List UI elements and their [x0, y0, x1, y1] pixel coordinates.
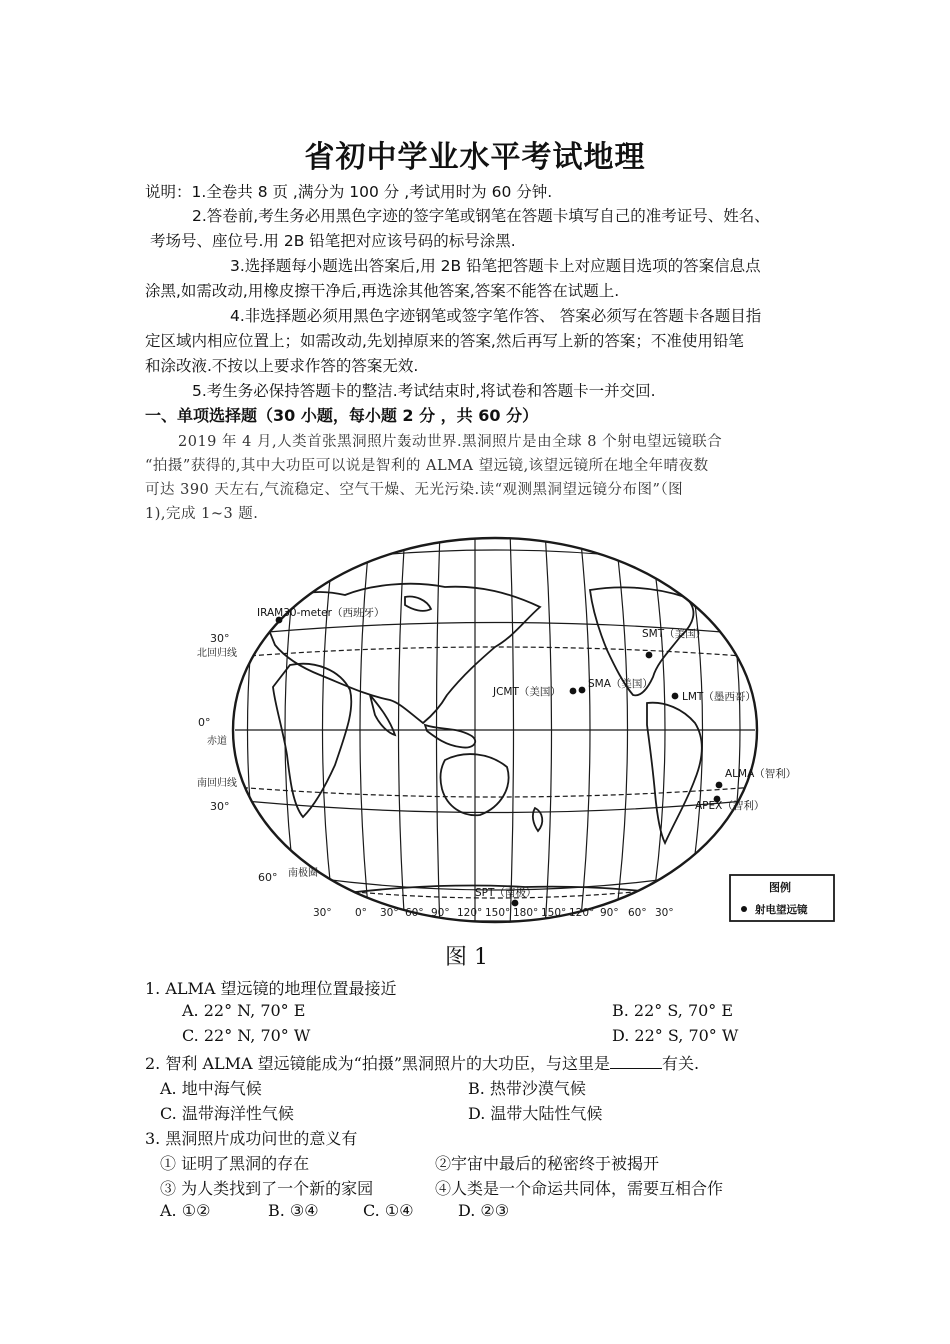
- instruction-line-9: 5.考生务必保持答题卡的整洁.考试结束时,将试卷和答题卡一并交回.: [192, 382, 656, 400]
- telescope-marker: [570, 688, 577, 695]
- telescope-label: LMT（墨西哥）: [682, 691, 756, 703]
- legend-title: 图例: [769, 881, 791, 894]
- telescope-marker: [646, 652, 653, 659]
- lon-label: 90°: [600, 907, 619, 919]
- intro-line-2: “拍摄”获得的,其中大功臣可以说是智利的 ALMA 望远镜,该望远镜所在地全年晴夜数: [145, 458, 709, 474]
- telescope-marker: [512, 900, 519, 907]
- question-3-statement-1: ① 证明了黑洞的存在: [160, 1154, 310, 1173]
- question-2-stem-text: 2. 智利 ALMA 望远镜能成为“拍摄”黑洞照片的大功臣，与这里是: [145, 1054, 611, 1073]
- question-3-statement-2: ②宇宙中最后的秘密终于被揭开: [435, 1154, 660, 1173]
- lon-label: 30°: [380, 907, 399, 919]
- instruction-line-3: 考场号、座位号.用 2B 铅笔把对应该号码的标号涂黑.: [150, 232, 516, 250]
- question-3-option-a[interactable]: A. ①②: [160, 1201, 211, 1220]
- question-1-option-d[interactable]: D. 22° S, 70° W: [612, 1026, 739, 1045]
- tropic-north-label: 北回归线: [197, 648, 237, 659]
- question-2-stem: [145, 1051, 699, 1074]
- question-3-statement-3: ③ 为人类找到了一个新的家园: [160, 1179, 374, 1198]
- question-1-option-a[interactable]: A. 22° N, 70° E: [182, 1001, 306, 1020]
- lat-label-s30: 30°: [210, 800, 230, 813]
- telescope-marker: [672, 693, 679, 700]
- lon-label: 90°: [431, 907, 450, 919]
- telescope-label: JCMT（美国）: [493, 686, 561, 698]
- page-title: 省初中学业水平考试地理: [304, 140, 646, 175]
- lat-label-s60: 60°: [258, 871, 278, 884]
- telescope-label: SPT（南极）: [475, 887, 537, 899]
- instruction-line-8: 和涂改液.不按以上要求作答的答案无效.: [145, 357, 419, 375]
- instruction-line-4: 3.选择题每小题选出答案后,用 2B 铅笔把答题卡上对应题目选项的答案信息点: [230, 257, 761, 275]
- telescope-label: SMT（美国）: [642, 628, 707, 640]
- telescope-marker: [579, 687, 586, 694]
- instruction-line-7: 定区域内相应位置上；如需改动,先划掉原来的答案,然后再写上新的答案；不准使用铅笔: [145, 332, 744, 350]
- question-2-option-d[interactable]: D. 温带大陆性气候: [468, 1104, 603, 1123]
- question-2-option-a[interactable]: A. 地中海气候: [160, 1079, 262, 1098]
- question-3-stem: 3. 黑洞照片成功问世的意义有: [145, 1129, 358, 1148]
- antarctic-circle-label: 南极圈: [288, 868, 318, 879]
- lon-label: 60°: [405, 907, 424, 919]
- legend-item: 射电望远镜: [755, 904, 808, 916]
- telescope-label: IRAM30-meter（西班牙）: [257, 607, 385, 619]
- intro-line-3: 可达 390 天左右,气流稳定、空气干燥、无光污染.读“观测黑洞望远镜分布图”（图: [145, 482, 684, 498]
- telescope-label: APEX（智利）: [695, 800, 765, 812]
- instruction-line-1: 说明：1.全卷共 8 页 ,满分为 100 分 ,考试用时为 60 分钟.: [145, 183, 553, 201]
- question-3-option-b[interactable]: B. ③④: [268, 1201, 319, 1220]
- question-1-stem: 1. ALMA 望远镜的地理位置最接近: [145, 979, 397, 998]
- lon-label: 30°: [313, 907, 332, 919]
- question-2-option-b[interactable]: B. 热带沙漠气候: [468, 1079, 586, 1098]
- telescope-marker: [716, 782, 723, 789]
- question-1-option-c[interactable]: C. 22° N, 70° W: [182, 1026, 311, 1045]
- equator-label: 赤道: [207, 736, 227, 747]
- map-graticule: [220, 531, 770, 925]
- map-legend: [730, 875, 834, 921]
- section-heading: 一、单项选择题（30 小题，每小题 2 分 ，共 60 分）: [145, 406, 539, 425]
- lat-label-equator: 0°: [198, 716, 211, 729]
- question-3-option-d[interactable]: D. ②③: [458, 1201, 510, 1220]
- intro-line-4: 1),完成 1~3 题.: [145, 506, 259, 522]
- lat-label-n30: 30°: [210, 632, 230, 645]
- telescope-distribution-map: [195, 525, 840, 925]
- figure-caption: 图 1: [445, 945, 488, 970]
- question-1-option-b[interactable]: B. 22° S, 70° E: [612, 1001, 734, 1020]
- answer-blank: [610, 1054, 662, 1069]
- question-3-statement-4: ④人类是一个命运共同体，需要互相合作: [435, 1179, 724, 1198]
- question-2-stem-tail: 有关.: [662, 1054, 700, 1073]
- lon-label: 120°: [569, 907, 595, 919]
- question-2-option-c[interactable]: C. 温带海洋性气候: [160, 1104, 294, 1123]
- lon-label: 0°: [355, 907, 367, 919]
- lon-label: 60°: [628, 907, 647, 919]
- instruction-line-2: 2.答卷前,考生务必用黑色字迹的签字笔或钢笔在答题卡填写自己的准考证号、姓名、: [192, 207, 770, 225]
- telescope-label: SMA（美国）: [588, 678, 653, 690]
- tropic-south-label: 南回归线: [197, 778, 237, 789]
- instruction-line-6: 4.非选择题必须用黑色字迹钢笔或签字笔作答、 答案必须写在答题卡各题目指: [230, 307, 762, 325]
- instruction-line-5: 涂黑,如需改动,用橡皮擦干净后,再选涂其他答案,答案不能答在试题上.: [145, 282, 620, 300]
- question-3-option-c[interactable]: C. ①④: [363, 1201, 414, 1220]
- lon-label: 150°: [485, 907, 511, 919]
- lon-label: 30°: [655, 907, 674, 919]
- intro-line-1: 2019 年 4 月,人类首张黑洞照片轰动世界.黑洞照片是由全球 8 个射电望远镜联合: [178, 434, 723, 450]
- telescope-label: ALMA（智利）: [725, 768, 797, 780]
- lon-label: 180°: [513, 907, 539, 919]
- legend-marker: [741, 906, 747, 912]
- lon-label: 150°: [541, 907, 567, 919]
- lon-label: 120°: [457, 907, 483, 919]
